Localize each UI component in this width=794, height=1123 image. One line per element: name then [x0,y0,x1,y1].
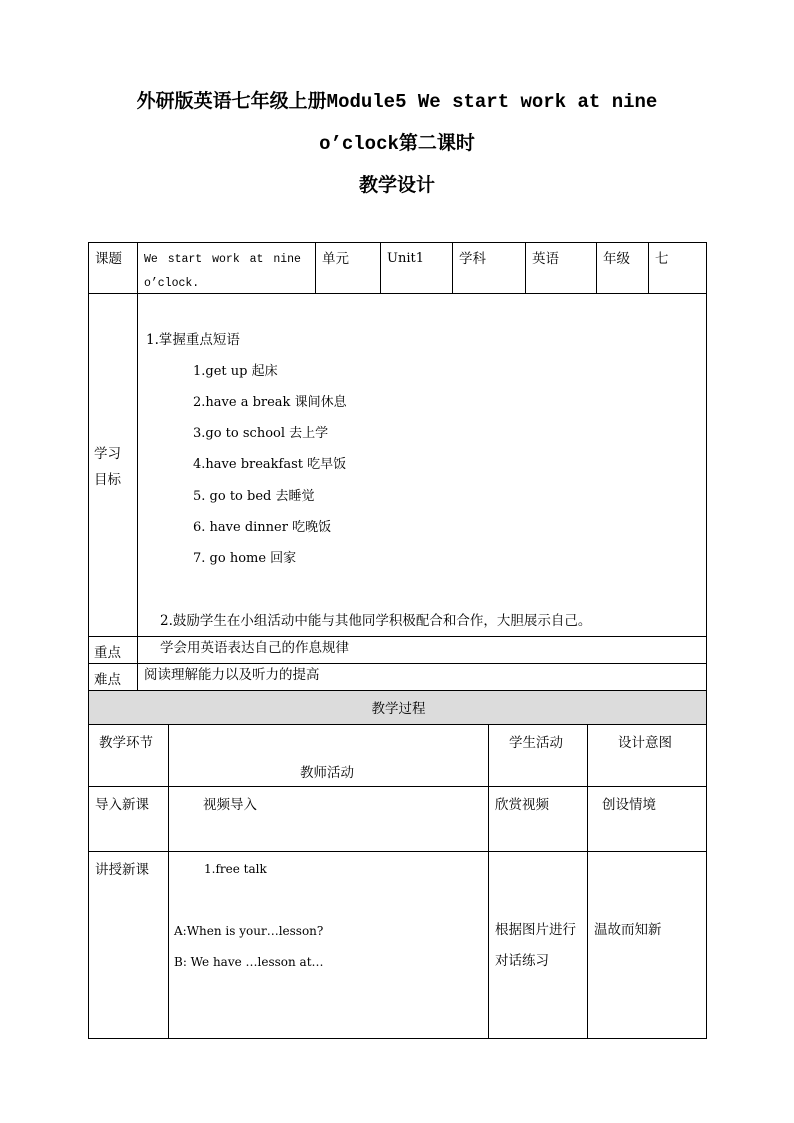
student-activity: 根据图片进行 [495,922,576,938]
title-line1 [0,86,794,113]
topic-line1: We start work at nine [144,253,301,266]
title-line2 [0,128,794,155]
title-en-2: o’clock [319,133,399,155]
label-unit: 单元 [322,251,349,267]
label-objectives-cell [88,293,138,637]
stage-label: 讲授新课 [95,862,149,878]
unit-value: Unit1 [387,251,424,266]
teacher-activity: 视频导入 [203,797,257,813]
student-activity: 欣赏视频 [495,797,549,813]
title-cn: 外研版英语七年级上册 [136,90,327,112]
label-grade-cell [596,242,649,294]
subject-value: 英语 [532,251,559,267]
topic-line2: o’clock. [144,277,200,290]
stage-label: 导入新课 [95,797,149,813]
intent-cell [587,786,707,852]
phrase-item: 7. go home 回家 [193,551,297,566]
label-subject: 学科 [459,251,486,267]
grade-cell [648,242,707,294]
col-student-cell [488,724,588,787]
teacher-cell [168,786,489,852]
subject-cell [525,242,597,294]
label-keypoint-cell [88,636,138,664]
phrase-item: 4.have breakfast 吃早饭 [193,457,347,472]
label-difficulty-cell [88,663,138,691]
unit-cell [380,242,453,294]
col-stage: 教学环节 [99,735,153,751]
objectives-item2: 2.鼓励学生在小组活动中能与其他同学积极配合和合作，大胆展示自己。 [160,613,592,629]
label-subject-cell [452,242,526,294]
title-cn-2: 第二课时 [398,132,475,154]
title-en: Module5 We start work at nine [326,91,658,113]
phrase-item: 5. go to bed 去睡觉 [193,489,315,504]
teacher-activity: 1.free talk [204,862,267,876]
design-intent: 创设情境 [602,797,656,813]
topic-cell [137,242,316,294]
stage-cell [88,851,169,1039]
col-teacher: 教师活动 [300,765,354,781]
objectives-cell [137,293,707,637]
difficulty-cell [137,663,707,691]
phrase-item: 1.get up 起床 [193,364,278,379]
process-header: 教学过程 [371,701,426,717]
col-intent: 设计意图 [618,735,672,751]
label-difficulty: 难点 [94,672,121,688]
keypoint-cell [137,636,707,664]
label-objectives-2: 目标 [94,472,121,488]
col-stage-cell [88,724,169,787]
label-grade: 年级 [603,251,630,267]
label-unit-cell [315,242,381,294]
grade-value: 七 [655,251,669,267]
process-header-cell [88,690,707,725]
col-student: 学生活动 [509,735,563,751]
student-cell [488,851,588,1039]
student-activity: 对话练习 [495,953,549,969]
teacher-activity: B: We have …lesson at… [174,955,324,969]
label-topic-cell [88,242,138,294]
phrase-item: 6. have dinner 吃晚饭 [193,520,332,535]
title-line3: 教学设计 [358,174,435,196]
col-teacher-cell [168,724,489,787]
phrase-item: 3.go to school 去上学 [193,426,329,441]
difficulty-text: 阅读理解能力以及听力的提高 [144,667,320,683]
label-keypoint: 重点 [94,645,121,661]
col-intent-cell [587,724,707,787]
intent-cell [587,851,707,1039]
teacher-cell [168,851,489,1039]
keypoint-text: 学会用英语表达自己的作息规律 [160,640,349,656]
objectives-heading: 1.掌握重点短语 [146,332,240,348]
label-objectives-1: 学习 [94,446,121,462]
label-topic: 课题 [95,251,122,267]
phrase-item: 2.have a break 课间休息 [193,395,347,410]
design-intent: 温故而知新 [594,922,662,938]
student-cell [488,786,588,852]
stage-cell [88,786,169,852]
teacher-activity: A:When is your…lesson? [174,924,324,938]
